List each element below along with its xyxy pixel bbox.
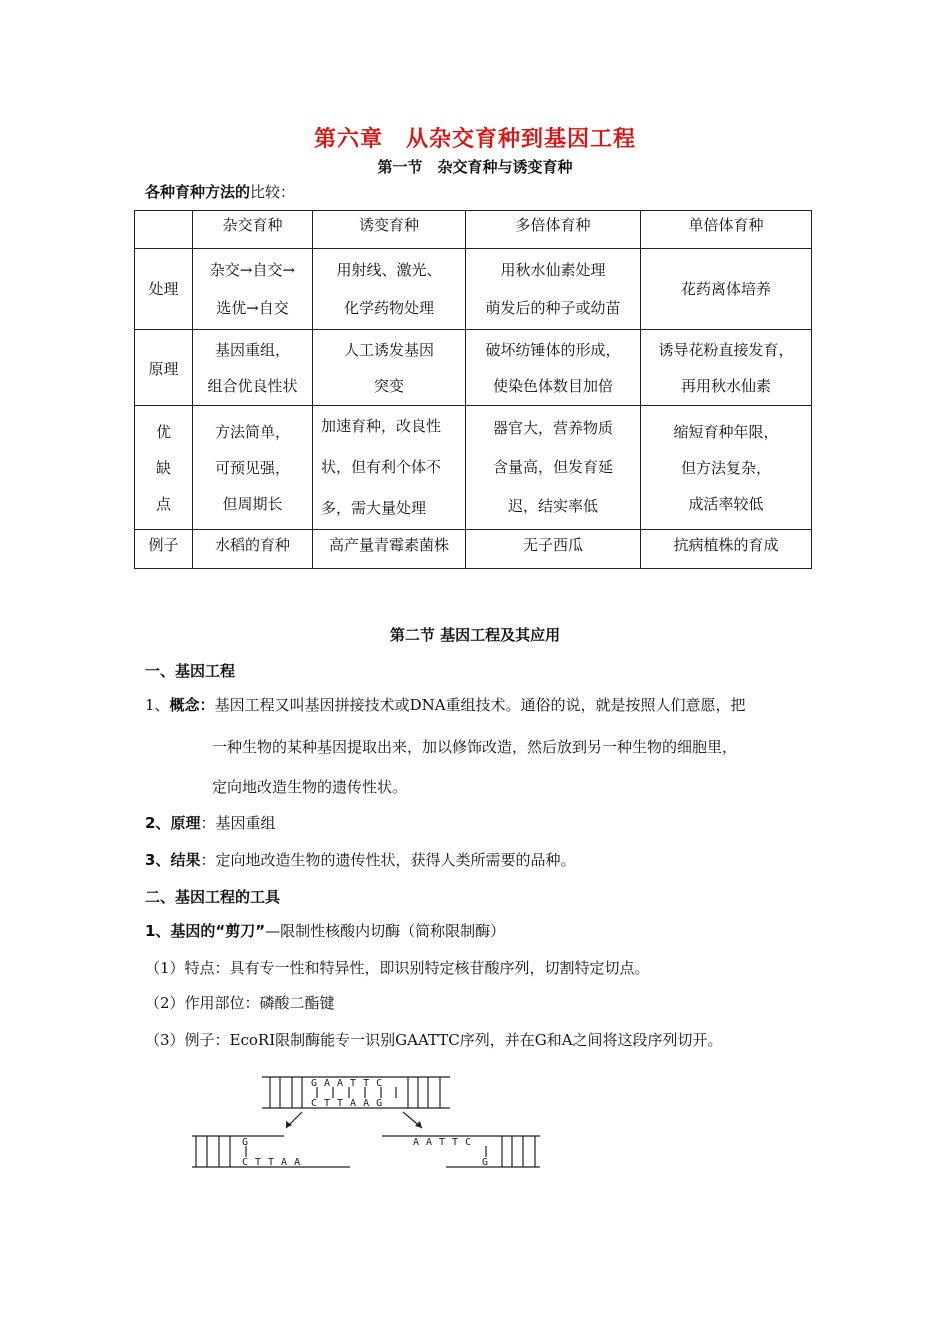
- table-cell: 破坏纺锤体的形成， 使染色体数目加倍: [466, 330, 641, 406]
- intro-bold: 各种育种方法的: [145, 183, 251, 201]
- table-cell: 花药离体培养: [641, 249, 812, 330]
- header-cell: 杂交育种: [193, 211, 313, 249]
- left-fragment-top: G: [242, 1137, 256, 1148]
- table-cell: 抗病植株的育成: [641, 530, 812, 569]
- right-fragment-top: AATTC: [413, 1137, 479, 1148]
- result-line: 3、结果：定向地改造生物的遗传性状，获得人类所需要的品种。: [145, 851, 576, 869]
- concept-line: 一种生物的某种基因提取出来，加以修饰改造，然后放到另一种生物的细胞里，: [212, 738, 738, 756]
- row-label: 处理: [135, 249, 193, 330]
- tool-line: 1、基因的“剪刀”—限制性核酸内切酶（简称限制酶）: [145, 922, 506, 940]
- section-title: 第一节 杂交育种与诱变育种: [377, 158, 573, 176]
- table-cell: 杂交→自交→ 选优→自交: [193, 249, 313, 330]
- principle-line: 2、原理：基因重组: [145, 814, 276, 832]
- table-cell: 无子西瓜: [466, 530, 641, 569]
- part-heading: 一、基因工程: [145, 662, 236, 680]
- list-item: （1）特点：具有专一性和特异性，即识别特定核苷酸序列，切割特定切点。: [145, 959, 650, 977]
- dna-bottom-sequence: CTTAAG: [311, 1098, 390, 1109]
- row-label: 例子: [135, 530, 193, 569]
- table-cell: 诱导花粉直接发育， 再用秋水仙素: [641, 330, 812, 406]
- header-cell: 单倍体育种: [641, 211, 812, 249]
- table-cell: 人工诱发基因 突变: [313, 330, 466, 406]
- intro-rest: 比较：: [250, 183, 296, 201]
- section-title: 第二节 基因工程及其应用: [389, 626, 561, 644]
- chapter-title: 第六章 从杂交育种到基因工程: [313, 127, 636, 152]
- table-cell: 用秋水仙素处理 萌发后的种子或幼苗: [466, 249, 641, 330]
- header-cell: 多倍体育种: [466, 211, 641, 249]
- table-cell: 用射线、激光、 化学药物处理: [313, 249, 466, 330]
- table-cell: 缩短育种年限， 但方法复杂， 成活率较低: [641, 406, 812, 530]
- row-label: 原理: [135, 330, 193, 406]
- table-cell: 加速育种，改良性 状，但有利个体不 多，需大量处理: [313, 406, 466, 530]
- table-cell: 器官大，营养物质 含量高，但发育延 迟，结实率低: [466, 406, 641, 530]
- table-cell: 基因重组， 组合优良性状: [193, 330, 313, 406]
- concept-line: 定向地改造生物的遗传性状。: [212, 778, 408, 796]
- row-label: 优 缺 点: [135, 406, 193, 530]
- header-cell: 诱变育种: [313, 211, 466, 249]
- right-fragment-bottom: G: [482, 1157, 496, 1168]
- list-item: （3）例子：EcoRI限制酶能专一识别GAATTC序列，并在G和A之间将这段序列切开。: [145, 1031, 723, 1049]
- table-cell: 方法简单， 可预见强， 但周期长: [193, 406, 313, 530]
- table-cell: 高产量青霉素菌株: [313, 530, 466, 569]
- part-heading: 二、基因工程的工具: [145, 888, 281, 906]
- list-item: （2）作用部位：磷酸二酯键: [145, 994, 335, 1012]
- concept-line: 1、概念：基因工程又叫基因拼接技术或DNA重组技术。通俗的说，就是按照人们意愿，把: [145, 696, 746, 714]
- left-fragment-bottom: CTTAA: [242, 1157, 308, 1168]
- table-cell: 水稻的育种: [193, 530, 313, 569]
- dna-top-sequence: GAATTC: [311, 1078, 390, 1089]
